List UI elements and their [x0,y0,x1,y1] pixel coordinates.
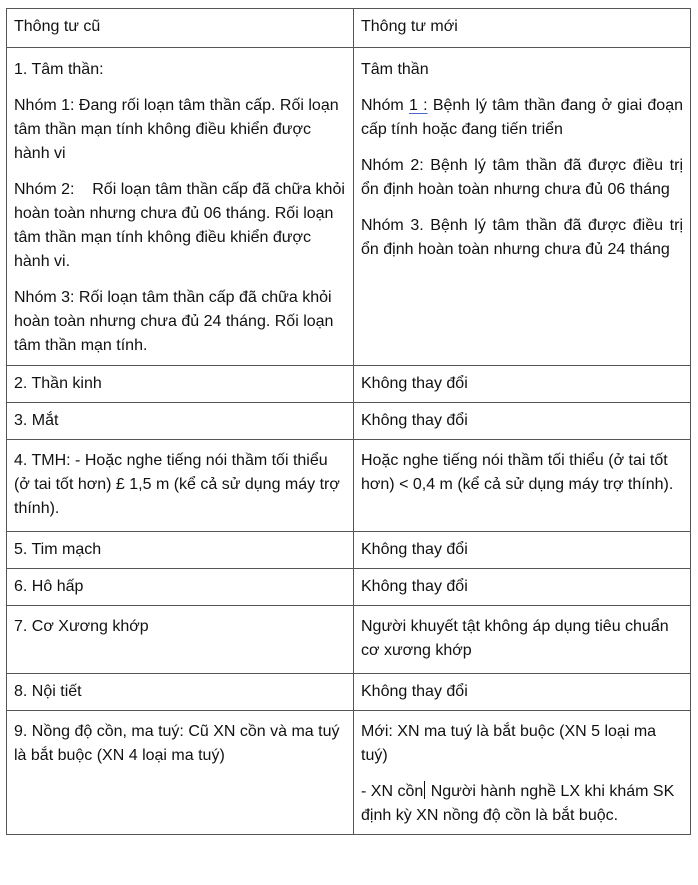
cell-new: Không thay đổi [354,366,691,403]
cell-old: 4. TMH: - Hoặc nghe tiếng nói thầm tối thiểu (ở tai tốt hơn) £ 1,5 m (kể cả sử dụng máy trợ thính). [7,440,354,532]
cell-new: Không thay đổi [354,569,691,606]
underlined-text: 1 : [408,97,428,114]
paragraph: Nhóm 2: Rối loạn tâm thần cấp đã chữa khỏi hoàn toàn nhưng chưa đủ 06 tháng. Rối loạn tâm thần mạn tính không điều khiển được hành vi. [14,181,350,270]
table-row [7,366,691,403]
cell-new: Không thay đổi [354,674,691,711]
cell-new [354,711,691,835]
paragraph: Nhóm 3. Bệnh lý tâm thần đã được điều trị ổn định hoàn toàn nhưng chưa đủ 24 tháng [361,217,683,258]
table-row [7,403,691,440]
text: - XN cồn [361,783,424,800]
table-row [7,569,691,606]
table-row [7,440,691,532]
paragraph: Mới: XN ma tuý là bắt buộc (XN 5 loại ma tuý) [361,723,657,764]
cell-old: 8. Nội tiết [7,674,354,711]
text: Bệnh lý tâm thần đang ở giai đoạn cấp tính hoặc đang tiến triển [361,97,683,138]
paragraph: Nhóm 1: Đang rối loạn tâm thần cấp. Rối loạn tâm thần mạn tính không điều khiển được hành vi [14,97,339,162]
cell-new: Không thay đổi [354,403,691,440]
cell-new: Không thay đổi [354,532,691,569]
paragraph: 1. Tâm thần: [14,61,104,78]
table-header-row [7,9,691,48]
paragraph [361,780,683,828]
paragraph: Nhóm 2: Bệnh lý tâm thần đã được điều trị ổn định hoàn toàn nhưng chưa đủ 06 tháng [361,157,683,198]
document-page [6,8,690,835]
cell-old: 7. Cơ Xương khớp [7,606,354,674]
cell-old: 2. Thần kinh [7,366,354,403]
text: Người hành nghề LX khi khám SK định kỳ XN nồng độ cồn là bắt buộc. [361,783,675,824]
cell-old: 3. Mắt [7,403,354,440]
paragraph: Tâm thần [361,61,429,78]
comparison-table [6,8,691,835]
cell-old: 6. Hô hấp [7,569,354,606]
cell-new [354,48,691,366]
header-old: Thông tư cũ [7,9,354,48]
cell-new: Người khuyết tật không áp dụng tiêu chuẩn cơ xương khớp [354,606,691,674]
table-row [7,532,691,569]
table-row [7,48,691,366]
text: Nhóm [361,97,409,114]
paragraph: Nhóm 3: Rối loạn tâm thần cấp đã chữa khỏi hoàn toàn nhưng chưa đủ 24 tháng. Rối loạn tâm thần mạn tính. [14,289,334,354]
paragraph [361,94,683,142]
cell-old [7,48,354,366]
table-row [7,606,691,674]
cell-old: 5. Tim mạch [7,532,354,569]
cell-old: 9. Nồng độ cồn, ma tuý: Cũ XN cồn và ma tuý là bắt buộc (XN 4 loại ma tuý) [7,711,354,835]
table-row [7,674,691,711]
header-new: Thông tư mới [354,9,691,48]
table-row [7,711,691,835]
cell-new: Hoặc nghe tiếng nói thầm tối thiểu (ở tai tốt hơn) < 0,4 m (kể cả sử dụng máy trợ thính). [354,440,691,532]
